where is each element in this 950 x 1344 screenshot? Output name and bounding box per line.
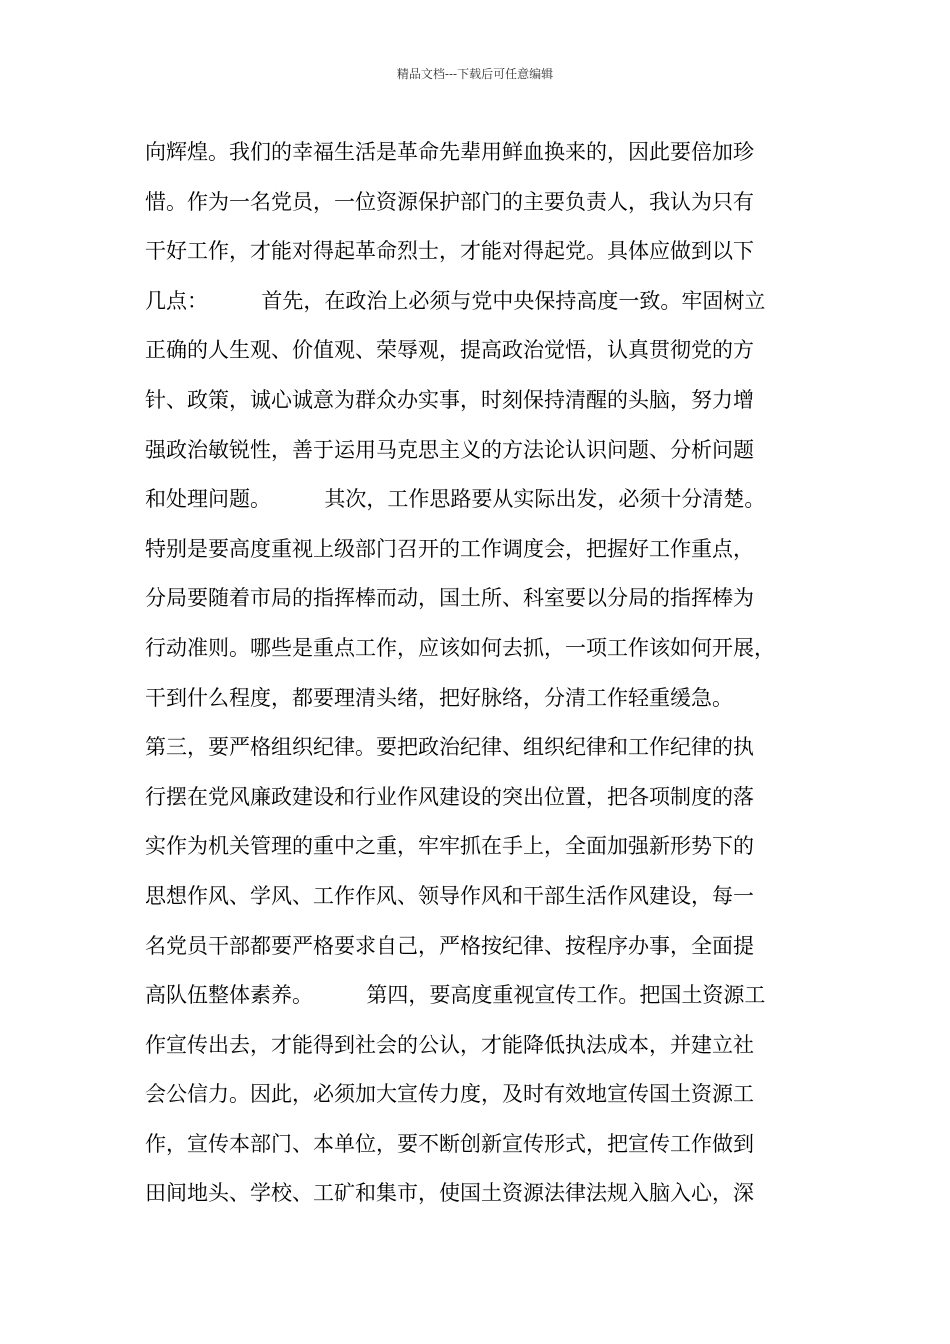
text-line: 作，宣传本部门、本单位，要不断创新宣传形式，把宣传工作做到 [145, 1131, 754, 1156]
text-line: 分局要随着市局的指挥棒而动，国土所、科室要以分局的指挥棒为 [145, 586, 754, 611]
text-line: 作宣传出去，才能得到社会的公认，才能降低执法成本，并建立社 [145, 1032, 754, 1057]
text-line: 干好工作，才能对得起革命烈士，才能对得起党。具体应做到以下 [145, 239, 754, 264]
text-line: 行摆在党风廉政建设和行业作风建设的突出位置，把各项制度的落 [145, 784, 754, 809]
text-line: 强政治敏锐性，善于运用马克思主义的方法论认识问题、分析问题 [145, 437, 754, 462]
text-line: 几点： 首先，在政治上必须与党中央保持高度一致。牢固树立 [145, 288, 766, 313]
text-line: 特别是要高度重视上级部门召开的工作调度会，把握好工作重点， [145, 536, 754, 561]
text-line: 高队伍整体素养。 第四，要高度重视宣传工作。把国土资源工 [145, 983, 766, 1008]
document-body [145, 128, 825, 1219]
text-line: 第三，要严格组织纪律。要把政治纪律、组织纪律和工作纪律的执 [145, 735, 754, 760]
text-line: 针、政策，诚心诚意为群众办实事，时刻保持清醒的头脑，努力增 [145, 387, 754, 412]
text-line: 行动准则。哪些是重点工作，应该如何去抓，一项工作该如何开展， [145, 635, 775, 660]
text-line: 和处理问题。 其次，工作思路要从实际出发，必须十分清楚。 [145, 487, 766, 512]
text-line: 干到什么程度，都要理清头绪，把好脉络，分清工作轻重缓急。 [145, 685, 733, 710]
text-line: 惜。作为一名党员，一位资源保护部门的主要负责人，我认为只有 [145, 189, 754, 214]
text-line: 向辉煌。我们的幸福生活是革命先辈用鲜血换来的，因此要倍加珍 [145, 140, 754, 164]
text-line: 正确的人生观、价值观、荣辱观，提高政治觉悟，认真贯彻党的方 [145, 338, 754, 363]
text-line: 田间地头、学校、工矿和集市，使国土资源法律法规入脑入心，深 [145, 1181, 754, 1206]
text-line: 实作为机关管理的重中之重，牢牢抓在手上，全面加强新形势下的 [145, 834, 754, 859]
page-header: 精品文档---下载后可任意编辑 [396, 67, 554, 81]
text-line: 会公信力。因此，必须加大宣传力度，及时有效地宣传国土资源工 [145, 1082, 754, 1107]
text-line: 思想作风、学风、工作作风、领导作风和干部生活作风建设，每一 [145, 883, 754, 908]
text-line: 名党员干部都要严格要求自己，严格按纪律、按程序办事，全面提 [145, 933, 754, 958]
